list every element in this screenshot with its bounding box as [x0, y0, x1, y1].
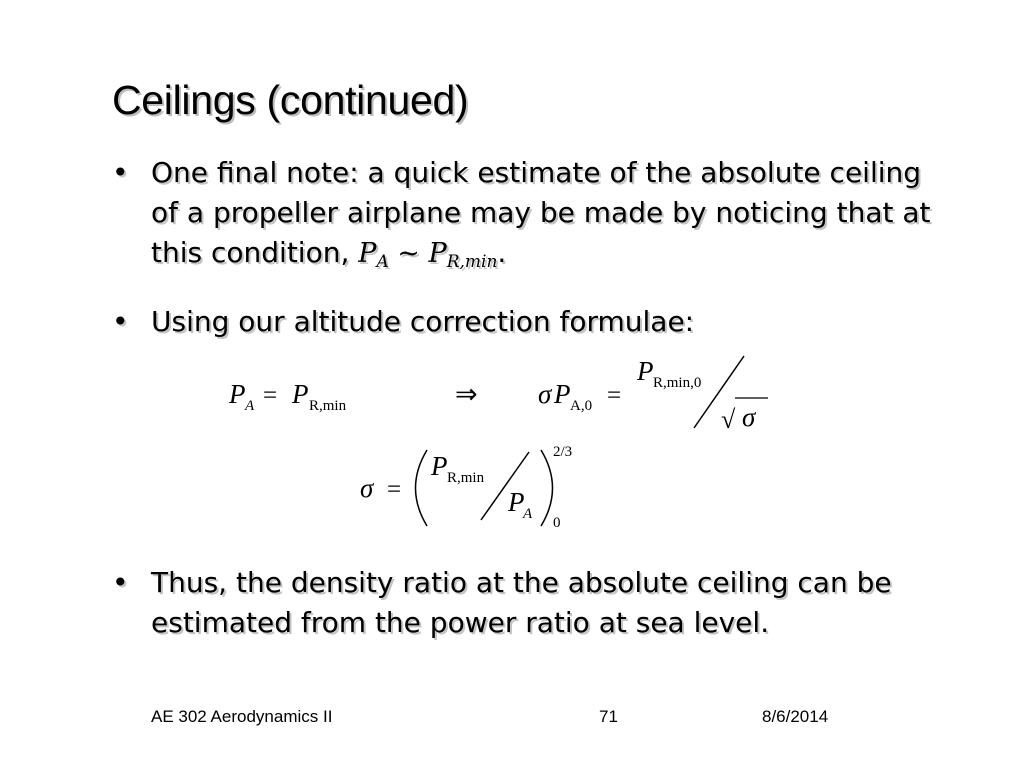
- equation-density-ratio: [360, 444, 572, 531]
- bullet-3: [112, 563, 952, 643]
- eq2-numerator-p: P: [637, 356, 654, 386]
- bullet-2-text: Using our altitude correction formulae:: [151, 305, 695, 338]
- bullet-1-text: One final note: a quick estimate of the absolute ceiling of a propeller airplane may be made by noticing that at this condition,: [151, 156, 931, 269]
- eq3-denominator-subscript: A: [523, 506, 533, 522]
- eq2-equals: =: [607, 382, 622, 409]
- bullet-marker: •: [112, 156, 129, 189]
- eq3-denominator-p: P: [508, 487, 525, 517]
- eq1-p-r: P: [292, 379, 309, 409]
- bullet-marker: •: [112, 305, 129, 338]
- equation-altitude-correction: [538, 356, 768, 434]
- eq3-right-paren: [541, 450, 553, 526]
- eq3-numerator-p: P: [431, 451, 448, 481]
- eq3-exponent: 2/3: [553, 444, 573, 460]
- inline-math-pa: $P_A$: [358, 238, 389, 272]
- eq2-numerator-subscript: R,min,0: [653, 375, 702, 391]
- eq3-lower-subscript: 0: [553, 515, 561, 531]
- eq2-p-subscript: A,0: [570, 398, 593, 414]
- eq2-sqrt: √: [721, 405, 736, 434]
- eq3-numerator-subscript: R,min: [447, 470, 485, 486]
- bullet-3-text: Thus, the density ratio at the absolute ceiling can be estimated from the power ratio at sea level.: [151, 566, 892, 639]
- eq1-equals: =: [263, 382, 278, 409]
- eq2-sigma: σ: [538, 379, 552, 409]
- inline-math-prmin: $P_{R,min}$: [428, 238, 498, 272]
- eq2-p: P: [554, 379, 571, 409]
- eq2-sqrt-sigma: σ: [742, 402, 756, 432]
- inline-math-period: .: [497, 236, 507, 269]
- footer-course: AE 302 Aerodynamics II: [151, 707, 333, 726]
- slide-title: Ceilings (continued): [112, 77, 469, 123]
- footer-page-number: 71: [599, 707, 618, 726]
- eq1-p-a-subscript: A: [245, 398, 255, 414]
- footer-date: 8/6/2014: [762, 707, 829, 726]
- inline-math-tilde: ~: [388, 238, 429, 269]
- eq1-p-a: P: [229, 379, 246, 409]
- eq3-equals: =: [387, 476, 402, 503]
- bullet-marker: •: [112, 566, 129, 599]
- eq3-left-paren: [416, 450, 428, 526]
- implies-arrow: ⇒: [455, 379, 478, 409]
- eq2-fraction-slash: [694, 356, 744, 428]
- equation-power-equality: [228, 379, 347, 414]
- eq1-p-r-subscript: R,min: [309, 398, 347, 414]
- eq3-sigma: σ: [360, 473, 374, 503]
